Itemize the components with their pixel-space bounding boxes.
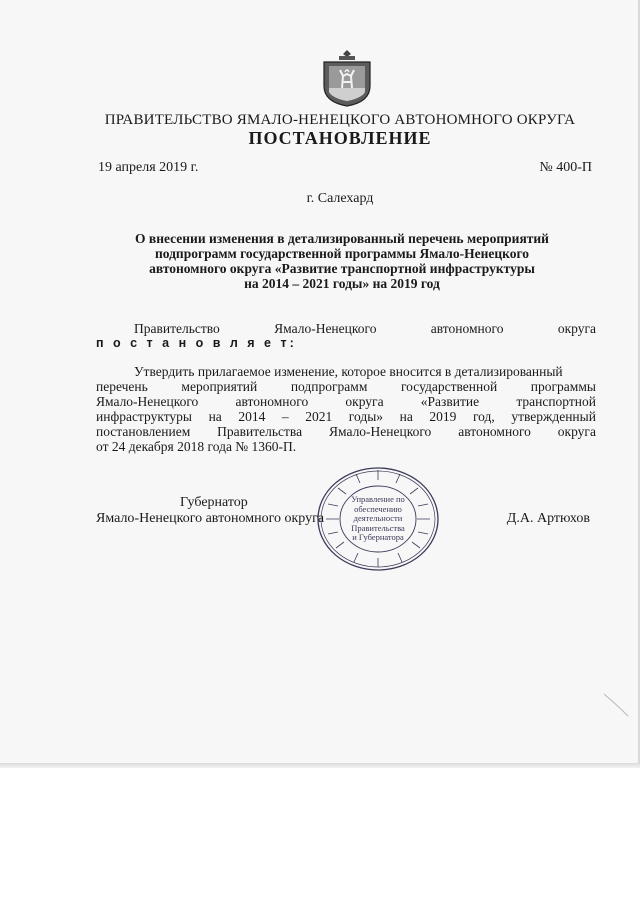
document-number: № 400-П	[539, 160, 592, 175]
body-word: Ямало-Ненецкого	[329, 424, 432, 439]
body-paragraph	[96, 364, 596, 454]
document-date: 19 апреля 2019 г.	[98, 160, 199, 175]
preamble-word: округа	[557, 321, 596, 336]
body-word: годы»	[348, 409, 384, 424]
body-word: перечень	[96, 379, 148, 394]
body-word: –	[281, 409, 289, 424]
body-text: Утвердить прилагаемое изменение, которое вносится в детализированный	[134, 364, 563, 379]
stamp-line: Управление по	[351, 494, 405, 505]
stamp-line: деятельности	[353, 513, 403, 524]
body-word: государственной	[400, 379, 498, 394]
body-line	[96, 409, 596, 424]
preamble-word: Ямало-Ненецкого	[274, 321, 377, 336]
body-line: от 24 декабря 2018 года № 1360-П.	[96, 439, 297, 454]
body-word: «Развитие	[420, 394, 480, 409]
title-line: О внесении изменения в детализированный перечень мероприятий	[135, 231, 549, 246]
document-title	[88, 231, 596, 291]
body-word: год,	[472, 409, 495, 424]
stamp-line: обеспечению	[354, 503, 402, 514]
preamble-line	[96, 321, 596, 336]
stamp-line: и Губернатора	[352, 532, 404, 543]
decree-word: п о с т а н о в л я е т:	[96, 336, 297, 350]
body-word: автономного	[458, 424, 531, 439]
title-line: автономного округа «Развитие транспортной инфраструктуры	[149, 261, 535, 276]
body-word: подпрограмм	[290, 379, 368, 394]
preamble-word: автономного	[430, 321, 504, 336]
body-word: автономного	[235, 394, 309, 409]
body-word: утвержденный	[511, 409, 596, 424]
signer-name: Д.А. Артюхов	[506, 511, 590, 526]
body-word: программы	[530, 379, 596, 394]
page-edge	[0, 763, 640, 768]
signer-position: Губернатор	[180, 495, 248, 510]
body-word: мероприятий	[181, 379, 258, 394]
yanao-coat-of-arms-icon	[318, 48, 376, 108]
body-word: Правительства	[217, 424, 303, 439]
document-city: г. Салехард	[306, 191, 374, 206]
body-word: на	[208, 409, 222, 424]
body-line	[96, 364, 596, 379]
document-type: ПОСТАНОВЛЕНИЕ	[248, 128, 432, 148]
stamp-text	[314, 464, 442, 574]
body-word: Ямало-Ненецкого	[96, 394, 199, 409]
body-word: 2014	[238, 409, 266, 424]
scan-mark-icon	[602, 690, 630, 720]
body-word: на	[399, 409, 413, 424]
body-word: постановлением	[96, 424, 191, 439]
body-word: 2019	[429, 409, 457, 424]
body-word: округа	[345, 394, 384, 409]
organization-name: ПРАВИТЕЛЬСТВО ЯМАЛО-НЕНЕЦКОГО АВТОНОМНОГО ОКРУГА	[104, 112, 576, 128]
body-word: 2021	[305, 409, 333, 424]
body-word: транспортной	[516, 394, 596, 409]
body-line	[96, 394, 596, 409]
body-word: инфраструктуры	[96, 409, 192, 424]
body-line	[96, 379, 596, 394]
preamble-word: Правительство	[134, 321, 220, 336]
title-line: на 2014 – 2021 годы» на 2019 год	[244, 276, 440, 291]
signer-region: Ямало-Ненецкого автономного округа	[96, 511, 325, 526]
stamp-line: Правительства	[351, 522, 405, 533]
preamble-paragraph	[96, 321, 596, 351]
official-stamp	[314, 464, 442, 574]
body-word: округа	[557, 424, 596, 439]
title-line: подпрограмм государственной программы Ямало-Ненецкого	[154, 246, 530, 261]
body-line	[96, 424, 596, 439]
